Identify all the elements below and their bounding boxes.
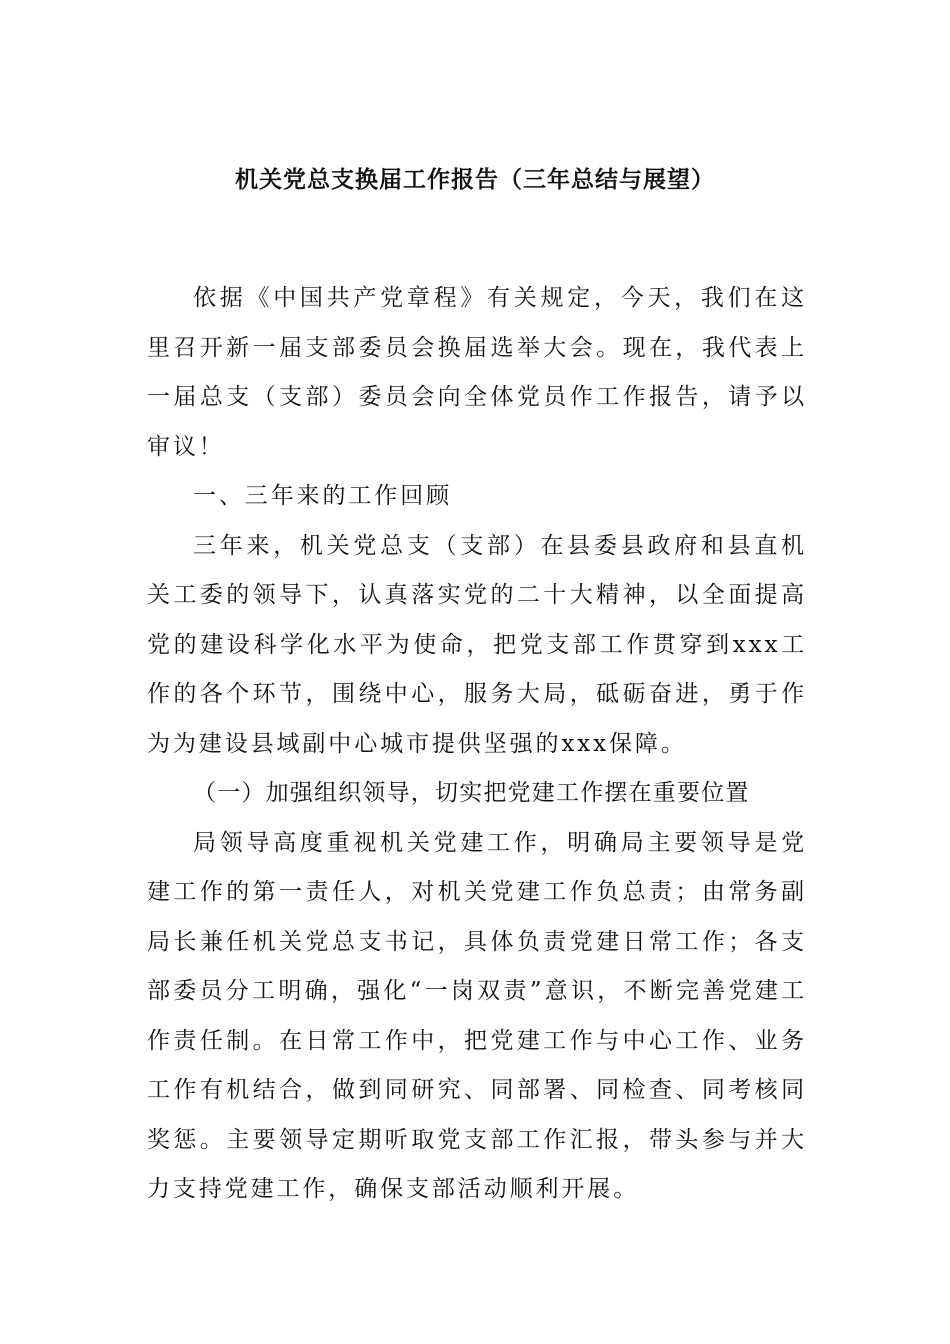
document-title: 机关党总支换届工作报告（三年总结与展望） bbox=[235, 167, 715, 193]
section-heading-review: 一、三年来的工作回顾 bbox=[193, 483, 452, 509]
subsection-heading-leadership: （一）加强组织领导，切实把党建工作摆在重要位置 bbox=[193, 780, 750, 806]
review-paragraph: 三年来，机关党总支（支部）在县委县政府和县直机关工委的领导下，认真落实党的二十大精神，以全面提高党的建设科学化水平为使命，把党支部工作贯穿到xxx工作的各个环节，围绕中心，服务大局，砥砺奋进，勇于作为为建设县域副中心城市提供坚强的xxx保障。 bbox=[147, 532, 807, 757]
document-body bbox=[147, 274, 807, 1215]
leadership-paragraph: 局领导高度重视机关党建工作，明确局主要领导是党建工作的第一责任人，对机关党建工作负总责；由常务副局长兼任机关党总支书记，具体负责党建日常工作；各支部委员分工明确，强化“一岗双责”意识，不断完善党建工作责任制。在日常工作中，把党建工作与中心工作、业务工作有机结合，做到同研究、同部署、同检查、同考核同奖惩。主要领导定期听取党支部工作汇报，带头参与并大力支持党建工作，确保支部活动顺利开展。 bbox=[147, 829, 807, 1202]
intro-paragraph: 依据《中国共产党章程》有关规定，今天，我们在这里召开新一届支部委员会换届选举大会。现在，我代表上一届总支（支部）委员会向全体党员作工作报告，请予以审议！ bbox=[147, 285, 807, 460]
